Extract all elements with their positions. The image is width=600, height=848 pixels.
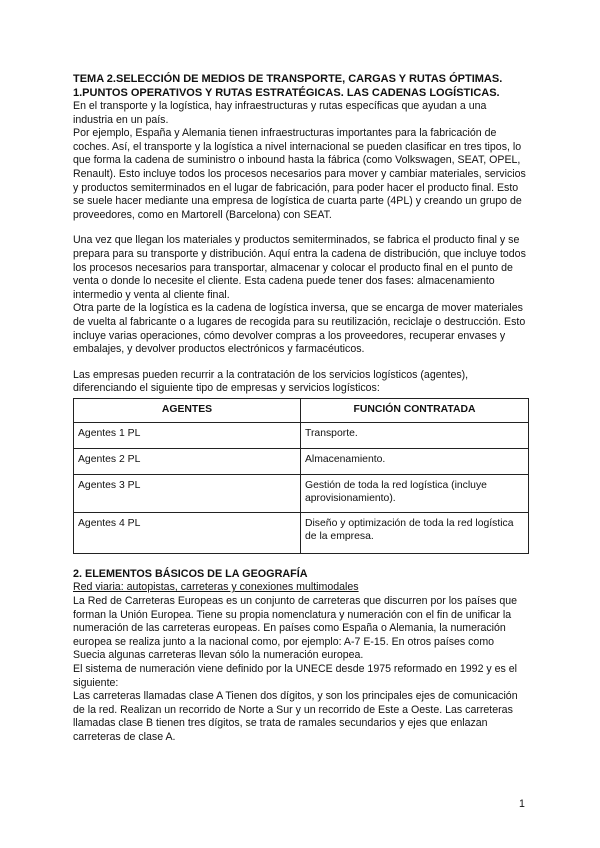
- agents-table: [73, 398, 529, 554]
- paragraph: Las carreteras llamadas clase A Tienen dos dígitos, y son los principales ejes de comunicación de la red. Realizan un recorrido de Norte a Sur y un recorrido de Este a Oeste. Las carreteras llamadas clase B tienen tres dígitos, se trata de ramales secundarios y ejes que enlazan carreteras de clase A.: [73, 690, 518, 743]
- chapter-title: TEMA 2.SELECCIÓN DE MEDIOS DE TRANSPORTE, CARGAS Y RUTAS ÓPTIMAS.: [73, 73, 503, 85]
- table-cell: Gestión de toda la red logística (incluye aprovisionamiento).: [301, 474, 529, 512]
- page-content: [73, 72, 529, 745]
- paragraph: Por ejemplo, España y Alemania tienen infraestructuras importantes para la fabricación de coches. Así, el transporte y la logística a nivel internacional se pueden clasificar en tres tipos, lo que forma la cadena de suministro o inbound hasta la fábrica (como Volkswagen, SEAT, OPEL, Renault). Esto incluye todos los procesos necesarios para mover y cambiar materiales, servicios y productos semiterminados en el lugar de fabricación, para poder hacer el producto final. Esto se suele hacer mediante una empresa de logística de cuarta parte (4PL) y creando un grupo de proveedores, como en Martorell (Barcelona) con SEAT.: [73, 127, 526, 221]
- paragraph: Una vez que llegan los materiales y productos semiterminados, se fabrica el producto final y se prepara para su transporte y distribución. Aquí entra la cadena de distribución, que incluye todos los procesos necesarios para transportar, almacenar y colocar el producto final en el punto de venta o donde lo necesite el cliente. Esta cadena puede tener dos fases: almacenamiento intermedio y venta al cliente final.: [73, 234, 526, 301]
- table-row: [74, 448, 529, 474]
- table-cell: Agentes 1 PL: [74, 422, 301, 448]
- table-cell: Transporte.: [301, 422, 529, 448]
- table-row: [74, 474, 529, 512]
- paragraph: En el transporte y la logística, hay infraestructuras y rutas específicas que ayudan a una industria en un país.: [73, 100, 487, 126]
- paragraph: Otra parte de la logística es la cadena de logística inversa, que se encarga de mover materiales de vuelta al fabricante o a lugares de recogida para su reutilización, reciclaje o destrucción. Esto incluye varias operaciones, cómo devolver compras a los proveedores, recuperar envases y embalajes, y devolver productos electrónicos y farmacéuticos.: [73, 302, 526, 356]
- table-cell: Agentes 4 PL: [74, 512, 301, 553]
- paragraph: La Red de Carreteras Europeas es un conjunto de carreteras que discurren por los países que forman la Unión Europea. Tiene su propia nomenclatura y numeración con el fin de unificar la numeración de las carreteras europeas. En países como España o Alemania, la numeración europea se realiza junto a la nacional como, por ejemplo: A-7 E-15. En otros países como Suecia algunas carreteras llevan sólo la numeración europea.: [73, 595, 518, 662]
- subheading: Red viaria: autopistas, carreteras y conexiones multimodales: [73, 581, 359, 594]
- table-cell: Diseño y optimización de toda la red logística de la empresa.: [301, 512, 529, 553]
- table-cell: Almacenamiento.: [301, 448, 529, 474]
- section-title-1: 1.PUNTOS OPERATIVOS Y RUTAS ESTRATÉGICAS. LAS CADENAS LOGÍSTICAS.: [73, 87, 500, 99]
- table-row: [74, 512, 529, 553]
- table-cell: Agentes 3 PL: [74, 474, 301, 512]
- table-header-row: [74, 398, 529, 422]
- section-title-2: 2. ELEMENTOS BÁSICOS DE LA GEOGRAFÍA: [73, 567, 308, 580]
- table-cell: Agentes 2 PL: [74, 448, 301, 474]
- table-row: [74, 422, 529, 448]
- page-number: 1: [519, 798, 525, 810]
- paragraph: Las empresas pueden recurrir a la contratación de los servicios logísticos (agentes), diferenciando el siguiente tipo de empresas y servicios logísticos:: [73, 368, 469, 395]
- paragraph: El sistema de numeración viene definido por la UNECE desde 1975 reformado en 1992 y es el siguiente:: [73, 663, 518, 689]
- table-header-cell: FUNCIÓN CONTRATADA: [301, 398, 529, 422]
- table-header-cell: AGENTES: [74, 398, 301, 422]
